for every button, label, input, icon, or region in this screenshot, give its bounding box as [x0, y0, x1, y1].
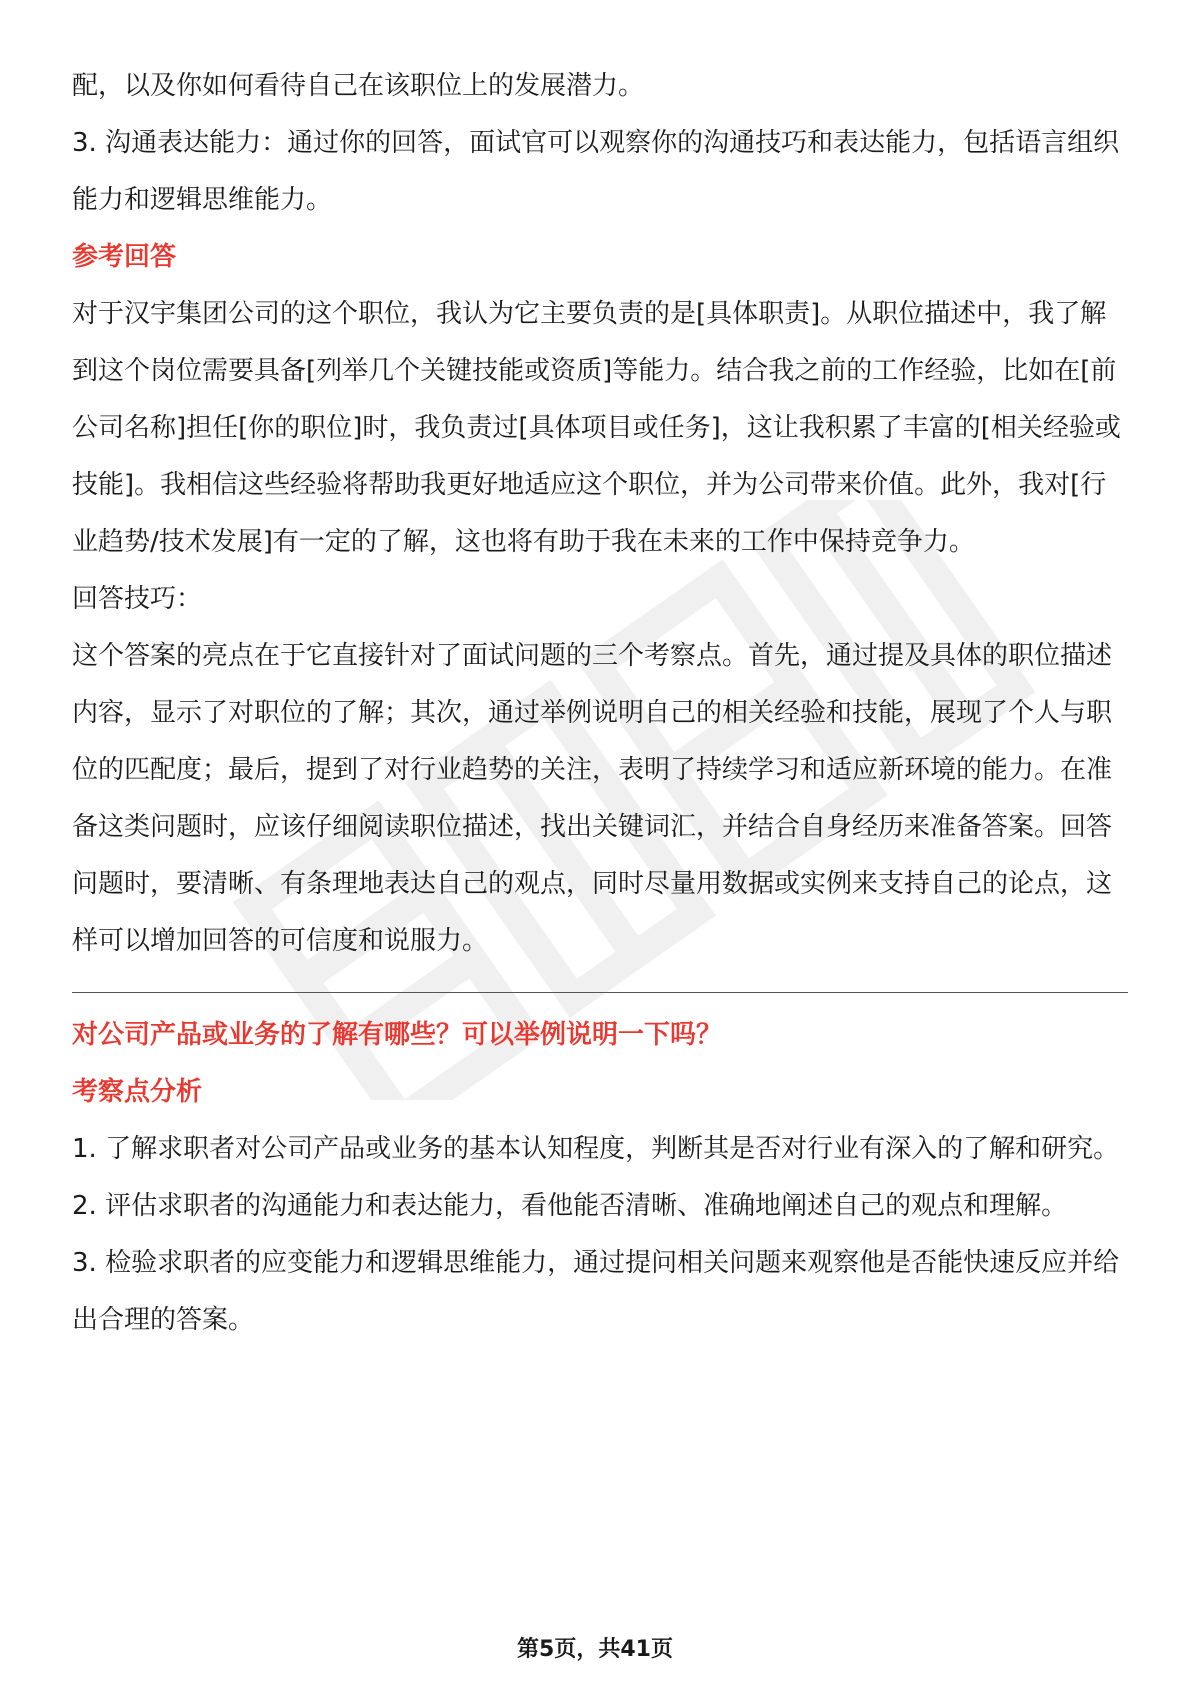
analysis-point-1: 1. 了解求职者对公司产品或业务的基本认知程度，判断其是否对行业有深入的了解和研究。: [72, 1134, 1120, 1164]
reference-answer-text: 对于汉宇集团公司的这个职位，我认为它主要负责的是[具体职责]。从职位描述中，我了解到这个岗位需要具备[列举几个关键技能或资质]等能力。结合我之前的工作经验，比如在[前公司名称]担任[你的职位]时，我负责过[具体项目或任务]，这让我积累了丰富的[相关经验或技能]。我相信这些经验将帮助我更好地适应这个职位，并为公司带来价值。此外，我对[行业趋势/技术发展]有一定的了解，这也将有助于我在未来的工作中保持竞争力。: [72, 299, 1121, 557]
reference-answer-heading: 参考回答: [72, 242, 177, 272]
question-title: 对公司产品或业务的了解有哪些？可以举例说明一下吗？: [72, 1020, 723, 1050]
tips-label: 回答技巧：: [72, 584, 203, 614]
main-content: [72, 58, 1128, 1349]
intro-line-1: 配，以及你如何看待自己在该职位上的发展潜力。: [72, 71, 645, 101]
analysis-point-2: 2. 评估求职者的沟通能力和表达能力，看他能否清晰、准确地阐述自己的观点和理解。: [72, 1191, 1068, 1221]
analysis-point-3: 3. 检验求职者的应变能力和逻辑思维能力，通过提问相关问题来观察他是否能快速反应并给出合理的答案。: [72, 1248, 1120, 1335]
section-divider: [72, 992, 1128, 993]
tips-text: 这个答案的亮点在于它直接针对了面试问题的三个考察点。首先，通过提及具体的职位描述内容，显示了对职位的了解；其次，通过举例说明自己的相关经验和技能，展现了个人与职位的匹配度；最后，提到了对行业趋势的关注，表明了持续学习和适应新环境的能力。在准备这类问题时，应该仔细阅读职位描述，找出关键词汇，并结合自身经历来准备答案。回答问题时，要清晰、有条理地表达自己的观点，同时尽量用数据或实例来支持自己的论点，这样可以增加回答的可信度和说服力。: [72, 641, 1113, 956]
analysis-heading: 考察点分析: [72, 1077, 203, 1107]
intro-point-3: 3. 沟通表达能力：通过你的回答，面试官可以观察你的沟通技巧和表达能力，包括语言组织能力和逻辑思维能力。: [72, 128, 1120, 215]
page-number: 第5页，共41页: [517, 1637, 673, 1662]
